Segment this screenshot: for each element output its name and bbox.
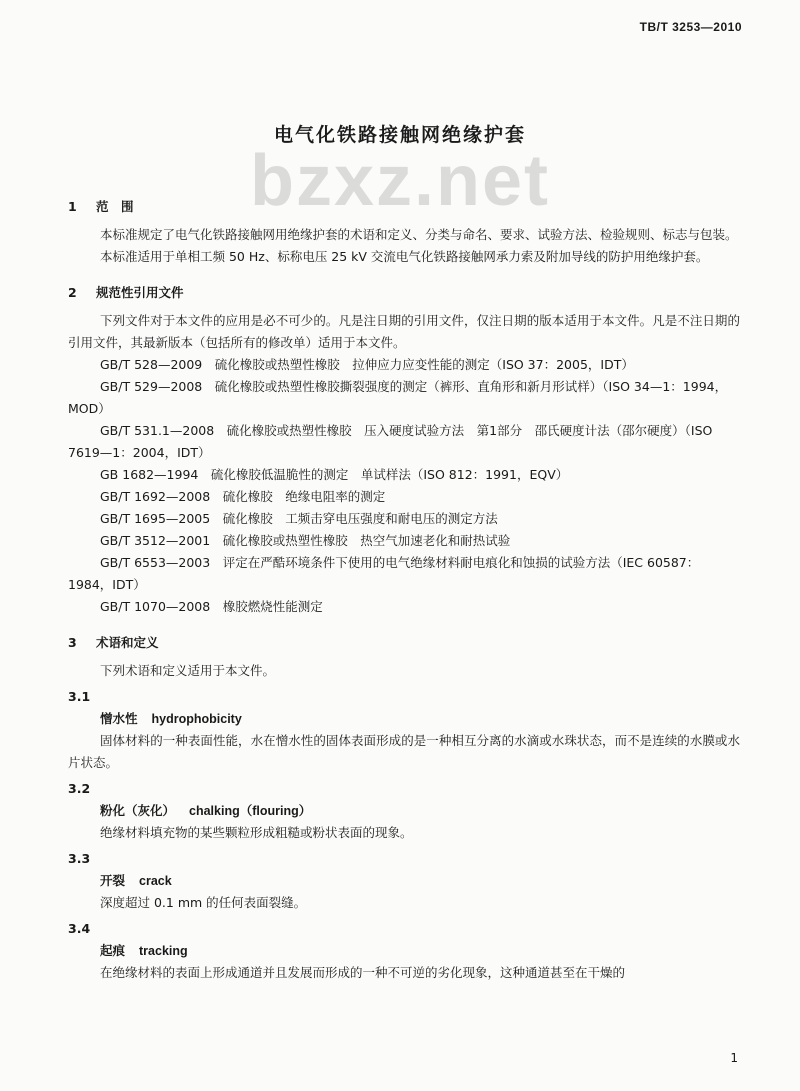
paragraph: 本标准规定了电气化铁路接触网用绝缘护套的术语和定义、分类与命名、要求、试验方法、检验规则、标志与包装。 — [100, 227, 738, 242]
section-title: 规范性引用文件 — [96, 285, 184, 300]
term-definition: 深度超过 0.1 mm 的任何表面裂缝。 — [100, 895, 307, 910]
term-title — [68, 800, 740, 822]
watermark: bzxz.net — [249, 141, 551, 221]
standard-number: TB/T 3253—2010 — [639, 20, 742, 34]
term-en: chalking（flouring） — [189, 804, 312, 818]
term-number: 3.2 — [68, 781, 91, 796]
document-title: 电气化铁路接触网绝缘护套 — [273, 124, 526, 146]
section-number: 1 — [68, 199, 77, 214]
term-en: hydrophobicity — [151, 712, 242, 726]
reference-item: GB/T 1695—2005 硫化橡胶 工频击穿电压强度和耐电压的测定方法 — [100, 511, 498, 526]
reference-item: GB/T 3512—2001 硫化橡胶或热塑性橡胶 热空气加速老化和耐热试验 — [100, 533, 511, 548]
page-number: 1 — [730, 1051, 738, 1065]
section-number: 3 — [68, 635, 77, 650]
section-heading — [68, 196, 740, 218]
document-body — [68, 186, 740, 984]
section-number: 2 — [68, 285, 77, 300]
term-definition: 在绝缘材料的表面上形成通道并且发展而形成的一种不可逆的劣化现象，这种通道甚至在干燥的 — [100, 965, 626, 980]
reference-item: GB/T 528—2009 硫化橡胶或热塑性橡胶 拉伸应力应变性能的测定（ISO 37：2005，IDT） — [100, 357, 634, 372]
term-number: 3.1 — [68, 689, 91, 704]
section-heading — [68, 282, 740, 304]
term-title — [68, 940, 740, 962]
reference-item: GB/T 6553—2003 评定在严酷环境条件下使用的电气绝缘材料耐电痕化和蚀损的试验方法（IEC 60587：1984，IDT） — [68, 555, 700, 592]
section-title: 范 围 — [96, 199, 134, 214]
term-zh: 开裂 — [100, 873, 126, 888]
reference-item: GB/T 1692—2008 硫化橡胶 绝缘电阻率的测定 — [100, 489, 386, 504]
term-number: 3.4 — [68, 921, 91, 936]
term-definition: 固体材料的一种表面性能，水在憎水性的固体表面形成的是一种相互分离的水滴或水珠状态，而不是连续的水膜或水片状态。 — [68, 733, 740, 770]
term-zh: 粉化（灰化） — [100, 803, 176, 818]
reference-item: GB/T 1070—2008 橡胶燃烧性能测定 — [100, 599, 323, 614]
reference-item: GB/T 531.1—2008 硫化橡胶或热塑性橡胶 压入硬度试验方法 第1部分 邵氏硬度计法（邵尔硬度）（ISO 7619—1：2004，IDT） — [68, 423, 713, 460]
paragraph: 下列术语和定义适用于本文件。 — [100, 663, 276, 678]
term-definition: 绝缘材料填充物的某些颗粒形成粗糙或粉状表面的现象。 — [100, 825, 413, 840]
paragraph: 下列文件对于本文件的应用是必不可少的。凡是注日期的引用文件，仅注日期的版本适用于本文件。凡是不注日期的引用文件，其最新版本（包括所有的修改单）适用于本文件。 — [68, 313, 740, 350]
reference-item: GB 1682—1994 硫化橡胶低温脆性的测定 单试样法（ISO 812：1991，EQV） — [100, 467, 569, 482]
term-zh: 起痕 — [100, 943, 126, 958]
section-heading — [68, 632, 740, 654]
section-title: 术语和定义 — [96, 635, 159, 650]
term-number: 3.3 — [68, 851, 91, 866]
term-zh: 憎水性 — [100, 711, 138, 726]
paragraph: 本标准适用于单相工频 50 Hz、标称电压 25 kV 交流电气化铁路接触网承力索及附加导线的防护用绝缘护套。 — [100, 249, 709, 264]
term-en: crack — [139, 874, 172, 888]
term-title — [68, 708, 740, 730]
term-title — [68, 870, 740, 892]
reference-item: GB/T 529—2008 硫化橡胶或热塑性橡胶撕裂强度的测定（裤形、直角形和新月形试样）（ISO 34—1：1994，MOD） — [68, 379, 728, 416]
term-en: tracking — [139, 944, 188, 958]
